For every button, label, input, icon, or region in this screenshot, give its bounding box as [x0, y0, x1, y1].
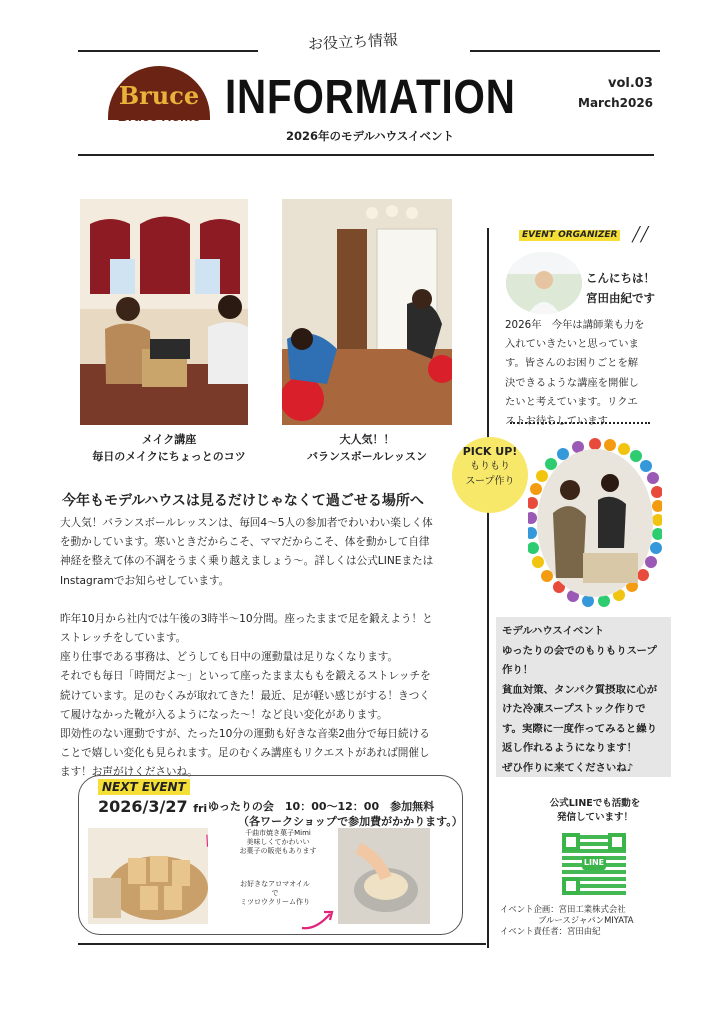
logo-sub: Bruce Home [117, 108, 201, 124]
organizer-avatar [506, 252, 582, 314]
qr-corner-tr [608, 833, 626, 851]
photo-caption-balance [282, 431, 452, 465]
page-title: INFORMATION [225, 71, 516, 124]
makeup-class-photo [80, 199, 248, 425]
sweets-pointer-icon: / [202, 832, 213, 850]
pickup-photo-frame [528, 438, 662, 608]
caption-sub: 毎日のメイクにちょっとのコツ [92, 450, 246, 463]
next-event-date [98, 797, 207, 819]
event-fee-note: （各ワークショップで参加費がかかります。） [238, 815, 463, 828]
greeting-line1: こんにちは！ [586, 271, 655, 285]
footer-rule [78, 943, 486, 945]
qr-corner-tl [562, 833, 580, 851]
credit-planner: イベント企画：宮田工業株式会社 [500, 904, 626, 914]
issue-date: March2026 [578, 96, 654, 110]
organizer-greeting [586, 268, 655, 308]
credit-manager: イベント責任者：宮田由紀 [500, 926, 601, 936]
caption-title: 大人気！！ [339, 433, 395, 446]
sweets-note: 千曲市焼き菓子Mimi 美味しくてかわいい お菓子の販売もあります [239, 829, 317, 855]
sparkle-icon: ╱╱ [632, 227, 649, 243]
organizer-message: 2026年 今年は講師業も力を入れていきたいと思っています。皆さんのお困りごとを解決できるような講座を開催したいと考えています。リクエストお待ちしています [505, 319, 645, 428]
article-paragraph-1: 大人気！バランスボールレッスンは、毎回4～5人の参加者でわいわい楽しく体 を動かしています。寒いときだからこそ、ママだからこそ、体を動かして自律 神経を整えて体の不調をうまく乗り越えましょう～。詳しくは公式LINEまたは Instagramでお知らせしています。 [60, 517, 434, 587]
article-paragraph-2: 昨年10月から社内では午後の3時半～10分間。座ったままで足を鍛えよう！と ストレッチをしています。 座り仕事である事務は、どうしても日中の運動量は足りなくなります。 それでも毎日「時間だよ～」といって座ったまま太ももを鍛えるストレッチを 続けています。足のむくみが取れてきた！最近、足が軽い感じがする！きつく て履けなかった靴が入るようになった～！など良い変化があります。 即効性のない運動ですが、たった10分の運動も好きな音楽2曲分で毎日続ける ことで嬉しい変化も見られます。足のむくみ講座もリクエストがあれば開催し ます！お声がけくださいね。 [60, 612, 433, 779]
caption-sub: バランスボールレッスン [306, 450, 428, 463]
pickup-label: PICK UP! [462, 445, 518, 458]
header-kicker: お役立ち情報 [307, 30, 399, 54]
sweets-photo [88, 828, 208, 924]
event-date: 2026/3/27 [98, 797, 188, 816]
header-rule-right [470, 50, 660, 52]
event-schedule: ゆったりの会 10：00～12：00 参加無料 [208, 800, 435, 813]
event-weekday: fri [193, 802, 208, 815]
caption-title: メイク講座 [141, 433, 197, 446]
qr-corner-bl [562, 877, 580, 895]
cream-making-photo [338, 828, 430, 924]
pickup-line2: スープ作り [465, 476, 515, 487]
dotted-divider [510, 422, 650, 424]
photo-caption-makeup [80, 431, 258, 465]
footer-credits [500, 904, 634, 937]
article-body [60, 514, 480, 783]
page-subtitle: 2026年のモデルハウスイベント [286, 129, 455, 143]
header-bottom-rule [78, 154, 654, 156]
sidebar-divider [487, 228, 489, 948]
line-info-line2: 発信しています！ [556, 812, 633, 823]
credit-planner-2: ブルースジャパンMIYATA [538, 915, 634, 925]
balance-ball-photo [282, 199, 452, 425]
pickup-description: モデルハウスイベント ゆったりの会でのもりもりスープ 作り！ 貧血対策、タンパク質摂取に心が けた冷凍スープストック作りで す。実際に一度作ってみると繰り 返し作れるようになります！ ぜひ作りに来てくださいね♪ [496, 617, 671, 777]
header-rule-left [78, 50, 258, 52]
arrow-icon [298, 906, 338, 932]
line-info [530, 797, 660, 825]
next-event-tag: NEXT EVENT [98, 779, 190, 795]
logo-brand: Bruce [118, 81, 200, 110]
organizer-tag: EVENT ORGANIZER [519, 230, 620, 241]
line-logo-icon: LINE [582, 856, 606, 870]
aroma-note: お好きなアロマオイル で ミツロウクリーム作り [240, 880, 310, 906]
issue-volume: vol.03 [608, 76, 653, 91]
pickup-line1: もりもり [470, 461, 510, 472]
line-info-line1: 公式LINEでも活動を [549, 798, 641, 809]
greeting-line2: 宮田由紀です [586, 291, 655, 305]
article-heading: 今年もモデルハウスは見るだけじゃなくて過ごせる場所へ [62, 493, 424, 509]
